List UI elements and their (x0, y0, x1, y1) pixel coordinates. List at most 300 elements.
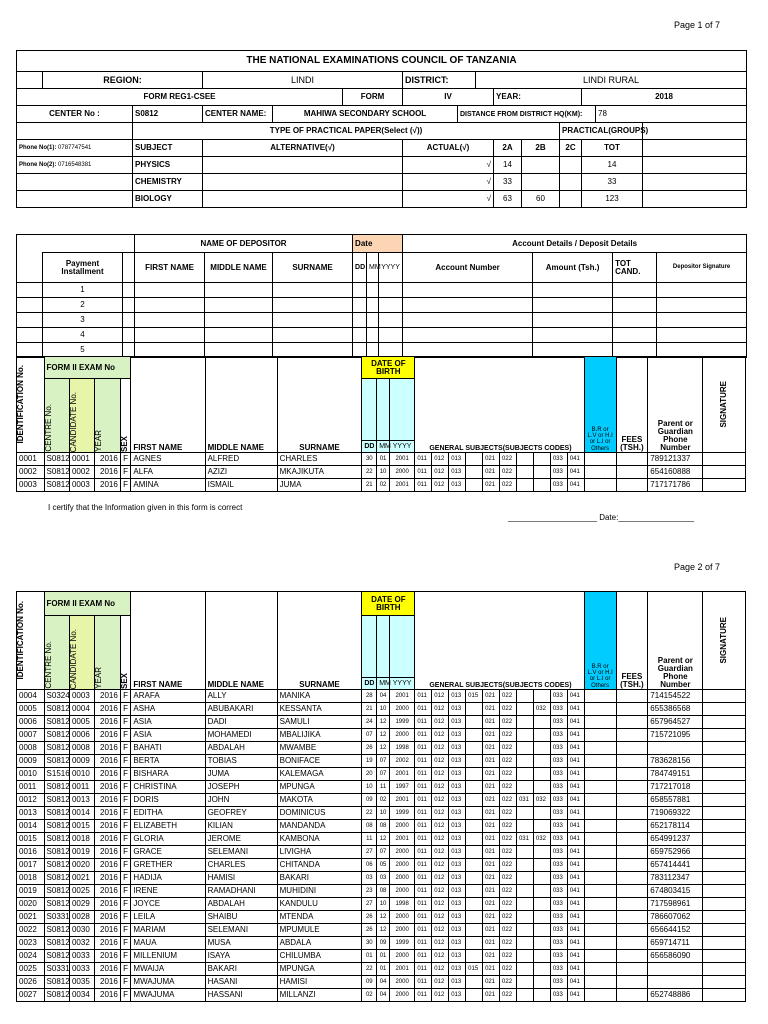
sex-cell: F (120, 924, 131, 937)
centre-no-cell: S0812 (44, 453, 69, 466)
subject-code-cell: 013 (449, 989, 466, 1002)
parent-phone-cell: 656644152 (648, 924, 703, 937)
dob-yyyy-cell: 2000 (389, 924, 414, 937)
year-label: YEAR: (494, 89, 582, 106)
exam-year-cell: 2016 (95, 924, 120, 937)
subject-code-cell (533, 479, 550, 492)
candidate-no-cell: 0002 (69, 466, 94, 479)
subject-code-cell: 022 (500, 872, 517, 885)
centre-no-cell: S0812 (44, 859, 69, 872)
table-row (17, 794, 746, 807)
dob-yyyy-cell: 2000 (389, 466, 414, 479)
first-name-cell: ASIA (131, 716, 205, 729)
dob-dd-cell: 07 (362, 729, 377, 742)
dob-dd-cell: 22 (362, 807, 377, 820)
candidate-no-cell: 0009 (69, 755, 94, 768)
br-lv-cell (584, 833, 616, 846)
subject-code-cell (466, 872, 483, 885)
subject-code-cell (533, 963, 550, 976)
amount-label: Amount (Tsh.) (533, 253, 613, 283)
surname-cell: MWAMBE (277, 742, 362, 755)
form-value: IV (403, 89, 494, 106)
depositor-label: NAME OF DEPOSITOR (135, 235, 353, 253)
subject-code-cell (533, 924, 550, 937)
subject-code-cell: 013 (449, 898, 466, 911)
dob-mm-cell: 12 (377, 716, 390, 729)
subject-code-cell: 041 (567, 976, 584, 989)
table-row (17, 755, 746, 768)
dob-mm-cell: 01 (377, 950, 390, 963)
subject-code-cell: 011 (415, 976, 432, 989)
subject-code-cell: 022 (500, 820, 517, 833)
year-value: 2018 (582, 89, 747, 106)
candidate-no-cell: 0032 (69, 937, 94, 950)
phone1-value: 0787747541 (58, 144, 92, 151)
br-lv-cell (584, 911, 616, 924)
subject-code-cell: 041 (567, 859, 584, 872)
subject-code-cell: 011 (415, 989, 432, 1002)
date-signature-line: ____________________ Date:_________________ (508, 513, 694, 522)
center-no-value: S0812 (133, 106, 203, 123)
dob-mm-header-2: MM (377, 678, 390, 690)
first-name-cell: ALFA (131, 466, 205, 479)
biology-2b: 60 (522, 191, 560, 208)
surname-cell: MPUNGA (277, 781, 362, 794)
parent-phone-cell: 657964527 (648, 716, 703, 729)
candidate-no-cell: 0006 (69, 729, 94, 742)
subjects-header: GENERAL SUBJECTS(SUBJECTS CODES) (415, 357, 584, 453)
subject-code-cell: 012 (432, 989, 449, 1002)
signature-cell (703, 820, 746, 833)
br-lv-cell (584, 716, 616, 729)
subject-code-cell: 013 (449, 950, 466, 963)
subject-code-cell: 011 (415, 807, 432, 820)
br-lv-cell (584, 989, 616, 1002)
distance-value: 78 (596, 106, 747, 123)
subject-code-cell (516, 872, 533, 885)
candidate-id-cell: 0007 (17, 729, 45, 742)
chemistry-2c (560, 174, 582, 191)
candidate-no-cell: 0019 (69, 846, 94, 859)
fees-cell (616, 898, 648, 911)
table-row (17, 742, 746, 755)
subject-code-cell (533, 872, 550, 885)
br-lv-cell (584, 924, 616, 937)
subject-code-cell: 033 (550, 742, 567, 755)
dob-dd-cell: 02 (362, 989, 377, 1002)
dob-dd-cell: 06 (362, 859, 377, 872)
dob-yyyy-cell: 1999 (389, 716, 414, 729)
br-lv-header-2: B.R or L.V or H.I or L.I or Others (584, 592, 616, 690)
signature-header: SIGNATURE (719, 381, 729, 428)
subject-code-cell: 022 (500, 703, 517, 716)
table-row (17, 950, 746, 963)
candidate-id-cell: 0016 (17, 846, 45, 859)
subject-code-cell (466, 703, 483, 716)
district-label: DISTRICT: (403, 72, 476, 89)
exam-year-cell: 2016 (95, 820, 120, 833)
district-value: LINDI RURAL (476, 72, 747, 89)
signature-cell (703, 716, 746, 729)
subject-code-cell: 041 (567, 453, 584, 466)
subject-code-cell: 012 (432, 833, 449, 846)
first-name-cell: HADIJA (131, 872, 205, 885)
candidate-no-cell: 0003 (69, 690, 94, 703)
center-name-label: CENTER NAME: (203, 106, 273, 123)
dob-yyyy-cell: 2000 (389, 820, 414, 833)
subject-code-cell: 021 (483, 898, 500, 911)
depositor-first-name-label: FIRST NAME (135, 253, 205, 283)
subject-code-cell: 033 (550, 466, 567, 479)
first-name-cell: JOYCE (131, 898, 205, 911)
signature-cell (703, 950, 746, 963)
physics-2a: 14 (494, 157, 522, 174)
surname-cell: KANDULU (277, 898, 362, 911)
middle-name-header-2: MIDDLE NAME (205, 592, 277, 690)
subject-code-cell: 041 (567, 768, 584, 781)
subject-code-cell: 022 (500, 794, 517, 807)
subject-code-cell: 015 (466, 963, 483, 976)
middle-name-cell: SELEMANI (205, 924, 277, 937)
surname-header-2: SURNAME (277, 592, 362, 690)
centre-no-cell: S0812 (44, 781, 69, 794)
dob-yyyy-cell: 1999 (389, 937, 414, 950)
candidate-no-cell: 0011 (69, 781, 94, 794)
candidate-no-cell: 0015 (69, 820, 94, 833)
subject-code-cell: 013 (449, 479, 466, 492)
chemistry-tot: 33 (582, 174, 643, 191)
subject-code-cell: 021 (483, 794, 500, 807)
middle-name-cell: ABDALAH (205, 742, 277, 755)
dob-header: DATE OF BIRTH (362, 357, 415, 379)
sex-cell: F (120, 898, 131, 911)
subject-code-cell: 013 (449, 937, 466, 950)
account-details-label: Account Details / Deposit Details (403, 235, 747, 253)
candidate-no-cell: 0034 (69, 989, 94, 1002)
subject-code-cell (533, 885, 550, 898)
fees-cell (616, 742, 648, 755)
subject-code-cell: 021 (483, 833, 500, 846)
centre-no-cell: S0812 (44, 716, 69, 729)
subject-code-cell: 022 (500, 989, 517, 1002)
dob-yyyy-cell: 2001 (389, 453, 414, 466)
subject-code-cell: 011 (415, 453, 432, 466)
candidate-id-cell: 0004 (17, 690, 45, 703)
br-lv-cell (584, 963, 616, 976)
candidate-id-cell: 0008 (17, 742, 45, 755)
subject-code-cell: 033 (550, 898, 567, 911)
middle-name-cell: ABUBAKARI (205, 703, 277, 716)
centre-no-cell: S0812 (44, 794, 69, 807)
surname-cell: HAMISI (277, 976, 362, 989)
sex-cell: F (120, 859, 131, 872)
subject-code-cell: 012 (432, 898, 449, 911)
subject-code-cell: 011 (415, 937, 432, 950)
installment-4: 4 (43, 328, 123, 343)
region-label: REGION: (43, 72, 203, 89)
signature-cell (703, 807, 746, 820)
subject-code-cell: 033 (550, 911, 567, 924)
table-row (17, 703, 746, 716)
center-no-label: CENTER No : (17, 106, 133, 123)
subject-code-cell: 033 (550, 859, 567, 872)
surname-cell: MBALIJIKA (277, 729, 362, 742)
subject-code-cell (466, 742, 483, 755)
signature-cell (703, 833, 746, 846)
br-lv-cell (584, 479, 616, 492)
candidate-id-cell: 0024 (17, 950, 45, 963)
centre-no-cell: S0812 (44, 833, 69, 846)
dob-yyyy-cell: 2002 (389, 755, 414, 768)
candidate-no-cell: 0021 (69, 872, 94, 885)
sex-cell: F (120, 807, 131, 820)
signature-cell (703, 703, 746, 716)
subject-code-cell: 013 (449, 833, 466, 846)
table-row (17, 846, 746, 859)
subject-code-cell: 013 (449, 453, 466, 466)
exam-year-cell: 2016 (95, 937, 120, 950)
subject-code-cell (466, 898, 483, 911)
sex-cell: F (120, 716, 131, 729)
subject-code-cell: 041 (567, 833, 584, 846)
subject-code-cell: 012 (432, 924, 449, 937)
subject-code-cell: 022 (500, 479, 517, 492)
dob-dd-cell: 19 (362, 755, 377, 768)
first-name-cell: DORIS (131, 794, 205, 807)
candidate-no-cell: 0020 (69, 859, 94, 872)
subject-code-cell: 012 (432, 781, 449, 794)
phone1-label: Phone No(1): (19, 144, 57, 151)
exam-year-cell: 2016 (95, 963, 120, 976)
subject-code-cell: 021 (483, 950, 500, 963)
sex-cell: F (120, 703, 131, 716)
br-lv-cell (584, 950, 616, 963)
subject-code-cell: 041 (567, 963, 584, 976)
sex-cell: F (120, 989, 131, 1002)
subject-code-cell: 013 (449, 781, 466, 794)
subject-code-cell (516, 781, 533, 794)
certify-text: I certify that the Information given in this form is correct (48, 503, 243, 512)
br-lv-cell (584, 976, 616, 989)
surname-cell: BONIFACE (277, 755, 362, 768)
subject-code-cell: 041 (567, 950, 584, 963)
identification-header-2: IDENTIFICATION No. (16, 601, 25, 680)
exam-year-cell: 2016 (95, 690, 120, 703)
fees-cell (616, 807, 648, 820)
group-2a-header: 2A (494, 140, 522, 157)
depositor-signature-label: Depositor Signature (657, 253, 747, 283)
exam-year-cell: 2016 (95, 846, 120, 859)
subject-code-cell: 033 (550, 820, 567, 833)
account-number-label: Account Number (403, 253, 533, 283)
exam-year-cell: 2016 (95, 885, 120, 898)
subject-code-cell: 013 (449, 963, 466, 976)
exam-year-cell: 2016 (95, 794, 120, 807)
middle-name-cell: MUSA (205, 937, 277, 950)
centre-no-cell: S0812 (44, 885, 69, 898)
subject-code-cell: 022 (500, 833, 517, 846)
first-name-cell: AMINA (131, 479, 205, 492)
table-row (17, 690, 746, 703)
actual-header: ACTUAL(√) (403, 140, 494, 157)
parent-phone-cell: 658557881 (648, 794, 703, 807)
subject-code-cell (466, 885, 483, 898)
candidate-id-cell: 0023 (17, 937, 45, 950)
parent-phone-cell: 654160888 (648, 466, 703, 479)
middle-name-cell: SHAIBU (205, 911, 277, 924)
middle-name-cell: ALLY (205, 690, 277, 703)
middle-name-cell: SELEMANI (205, 846, 277, 859)
sex-cell: F (120, 937, 131, 950)
first-name-cell: ELIZABETH (131, 820, 205, 833)
dob-mm-cell: 11 (377, 781, 390, 794)
subject-code-cell: 012 (432, 950, 449, 963)
subject-code-cell: 012 (432, 742, 449, 755)
surname-cell: MTENDA (277, 911, 362, 924)
subject-code-cell: 013 (449, 820, 466, 833)
subject-code-cell (533, 846, 550, 859)
dob-mm-cell: 02 (377, 794, 390, 807)
surname-cell: LIVIGHA (277, 846, 362, 859)
subject-code-cell: 021 (483, 911, 500, 924)
sex-cell: F (120, 781, 131, 794)
subject-code-cell: 041 (567, 755, 584, 768)
sex-cell: F (120, 846, 131, 859)
subject-code-cell: 011 (415, 479, 432, 492)
subject-code-cell: 022 (500, 859, 517, 872)
parent-phone-cell: 717217018 (648, 781, 703, 794)
subject-code-cell: 022 (500, 781, 517, 794)
subject-code-cell (516, 924, 533, 937)
sex-cell: F (120, 963, 131, 976)
fees-cell (616, 466, 648, 479)
dob-mm-cell: 07 (377, 846, 390, 859)
table-row (17, 479, 746, 492)
center-name-value: MAHIWA SECONDARY SCHOOL (273, 106, 458, 123)
registration-header-table (16, 50, 747, 208)
fees-header-2: FEES (TSH.) (616, 592, 648, 690)
subject-chemistry: CHEMISTRY (133, 174, 203, 191)
candidate-id-cell: 0019 (17, 885, 45, 898)
fees-cell (616, 950, 648, 963)
middle-name-cell: HASANI (205, 976, 277, 989)
phone2-value: 0716548381 (58, 161, 92, 168)
subject-code-cell: 011 (415, 794, 432, 807)
subject-code-cell: 012 (432, 963, 449, 976)
subject-code-cell (466, 716, 483, 729)
candidate-id-cell: 0012 (17, 794, 45, 807)
subject-code-cell (466, 924, 483, 937)
sex-cell: F (120, 950, 131, 963)
subject-code-cell: 041 (567, 989, 584, 1002)
surname-cell: MAKOTA (277, 794, 362, 807)
subject-code-cell: 012 (432, 729, 449, 742)
exam-year-cell: 2016 (95, 716, 120, 729)
subject-code-cell: 021 (483, 690, 500, 703)
subject-code-cell (533, 859, 550, 872)
subject-code-cell: 021 (483, 729, 500, 742)
subject-code-cell: 033 (550, 703, 567, 716)
fees-cell (616, 976, 648, 989)
br-lv-cell (584, 729, 616, 742)
table-row (17, 833, 746, 846)
br-lv-cell (584, 807, 616, 820)
physics-tot: 14 (582, 157, 643, 174)
candidate-no-cell: 0013 (69, 794, 94, 807)
dob-mm-cell: 08 (377, 820, 390, 833)
middle-name-cell: BAKARI (205, 963, 277, 976)
dob-yyyy-cell: 2000 (389, 859, 414, 872)
middle-name-cell: JEROME (205, 833, 277, 846)
signature-cell (703, 729, 746, 742)
parent-phone-cell: 715721095 (648, 729, 703, 742)
subject-code-cell (516, 911, 533, 924)
dob-dd-cell: 27 (362, 846, 377, 859)
subject-code-cell: 011 (415, 690, 432, 703)
subject-code-cell (516, 846, 533, 859)
candidate-no-cell: 0008 (69, 742, 94, 755)
subject-code-cell: 012 (432, 820, 449, 833)
subject-code-cell: 041 (567, 466, 584, 479)
subject-code-cell: 021 (483, 716, 500, 729)
centre-no-cell: S0812 (44, 937, 69, 950)
candidate-id-cell: 0001 (17, 453, 45, 466)
br-lv-cell (584, 466, 616, 479)
surname-cell: MPUNGA (277, 963, 362, 976)
candidate-no-cell: 0005 (69, 716, 94, 729)
dob-header-2: DATE OF BIRTH (362, 592, 415, 616)
fees-cell (616, 833, 648, 846)
surname-cell: CHITANDA (277, 859, 362, 872)
dob-mm-cell: 04 (377, 976, 390, 989)
subject-code-cell: 011 (415, 950, 432, 963)
dob-yyyy-cell: 2000 (389, 885, 414, 898)
first-name-cell: MWAJUMA (131, 976, 205, 989)
sex-cell: F (120, 729, 131, 742)
first-name-cell: CHRISTINA (131, 781, 205, 794)
candidate-id-cell: 0022 (17, 924, 45, 937)
parent-phone-cell: 717171786 (648, 479, 703, 492)
subject-code-cell: 022 (500, 911, 517, 924)
dob-dd-cell: 20 (362, 768, 377, 781)
subject-code-cell: 021 (483, 976, 500, 989)
subject-code-cell: 011 (415, 833, 432, 846)
subject-biology: BIOLOGY (133, 191, 203, 208)
dob-dd-cell: 28 (362, 690, 377, 703)
candidate-id-cell: 0002 (17, 466, 45, 479)
parent-phone-cell (648, 742, 703, 755)
subject-code-cell: 012 (432, 872, 449, 885)
subject-code-cell: 021 (483, 963, 500, 976)
subject-code-cell: 021 (483, 820, 500, 833)
subject-code-cell: 011 (415, 729, 432, 742)
br-lv-cell (584, 885, 616, 898)
middle-name-cell: JOSEPH (205, 781, 277, 794)
subject-code-cell: 033 (550, 950, 567, 963)
first-name-cell: MILLENIUM (131, 950, 205, 963)
fees-cell (616, 453, 648, 466)
exam-year-cell: 2016 (95, 976, 120, 989)
centre-no-header: CENTRE No. (43, 404, 53, 452)
biology-actual: √ (403, 191, 494, 208)
signature-cell (703, 963, 746, 976)
signature-cell (703, 898, 746, 911)
chemistry-2a: 33 (494, 174, 522, 191)
dob-yyyy-cell: 2000 (389, 976, 414, 989)
year-header: YEAR (94, 430, 104, 452)
centre-no-cell: S0812 (44, 898, 69, 911)
subject-code-cell: 013 (449, 885, 466, 898)
